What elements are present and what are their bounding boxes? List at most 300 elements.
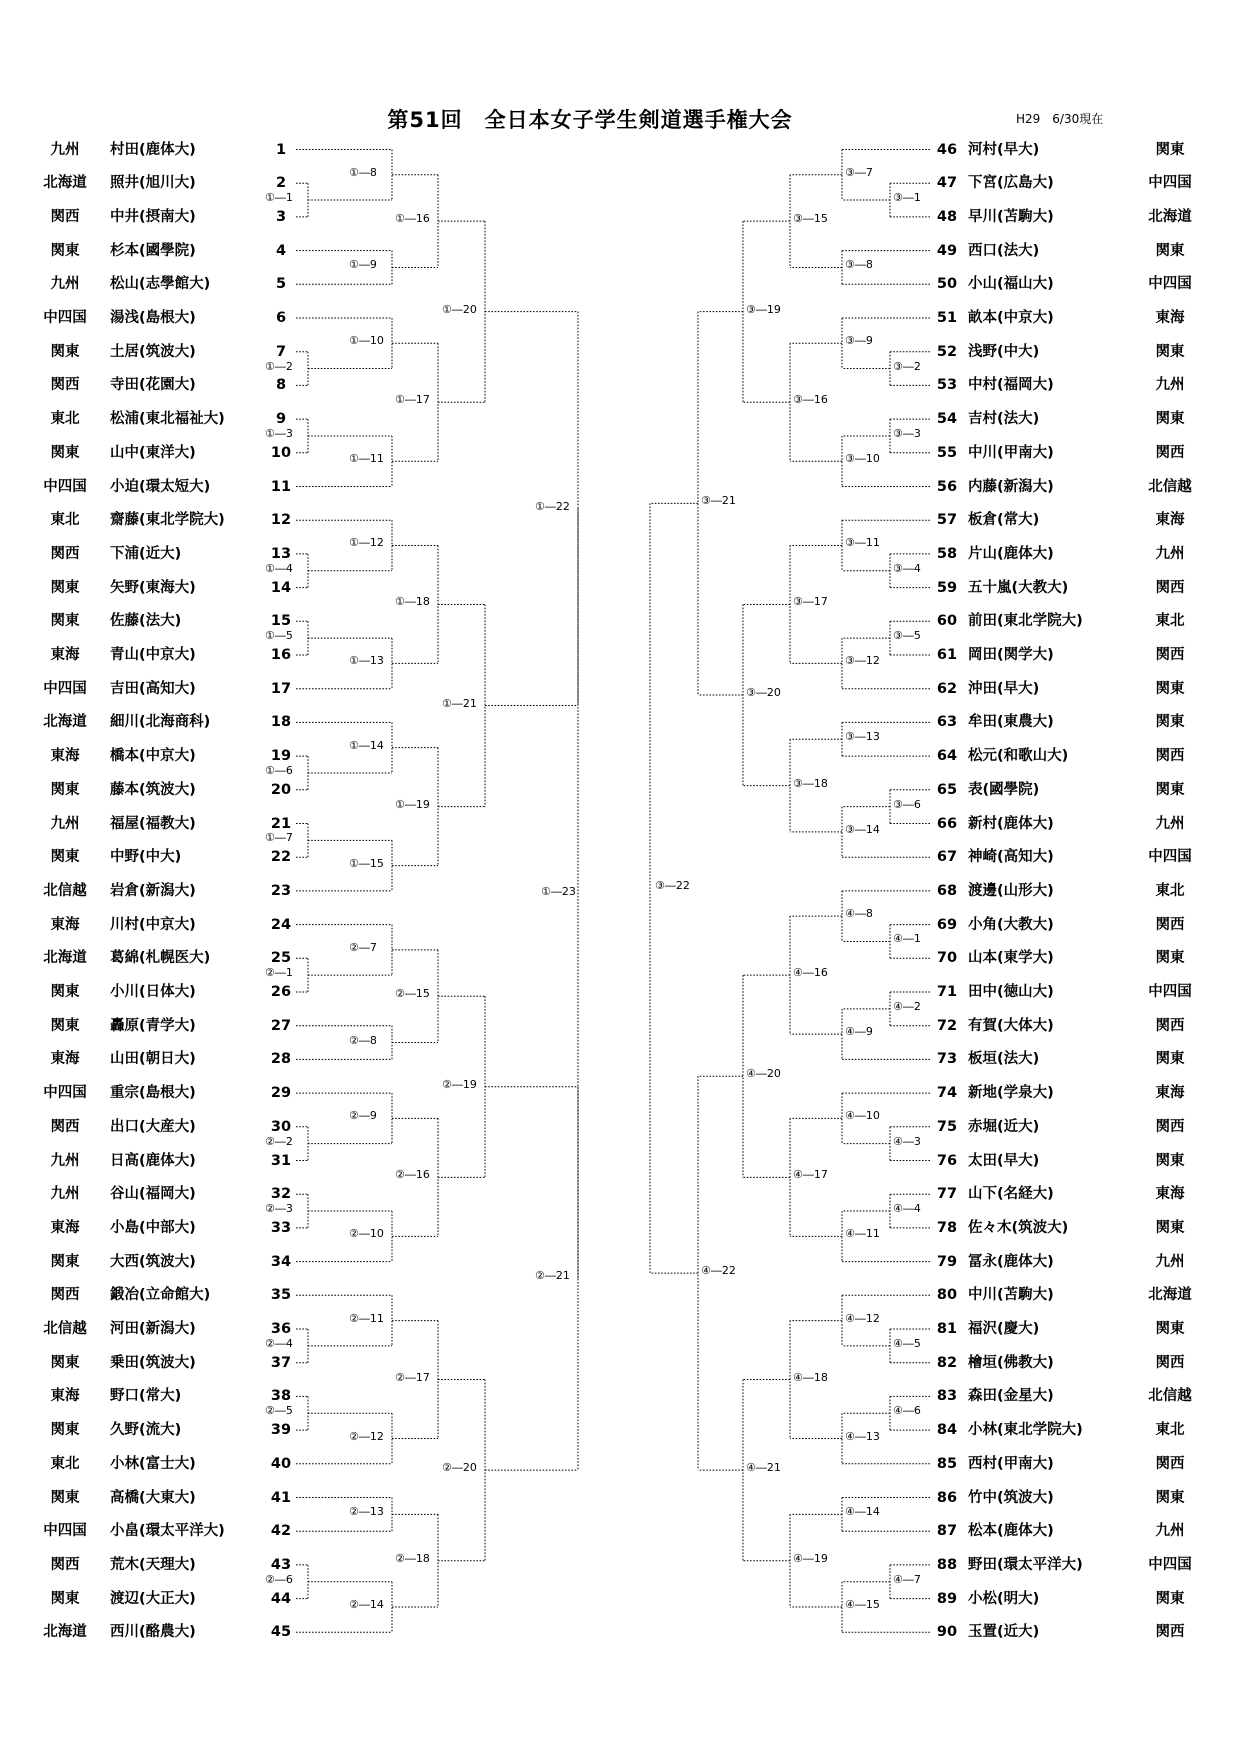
bout-label: ③―16 xyxy=(793,393,828,407)
player-region: 関西 xyxy=(1155,647,1185,663)
bout-label: ③―14 xyxy=(845,822,880,836)
player-name: 中村(福岡大) xyxy=(968,377,1054,394)
bout-label: ③―11 xyxy=(845,536,880,550)
player-name: 松浦(東北福祉大) xyxy=(110,411,225,428)
player-name: 中川(苫駒大) xyxy=(968,1287,1054,1304)
player-name: 鍛冶(立命館大) xyxy=(110,1287,211,1304)
player-name: 板倉(常大) xyxy=(968,512,1040,529)
player-region: 関東 xyxy=(1155,1321,1185,1337)
player-name: 下宮(広島大) xyxy=(968,175,1054,192)
player-name: 青山(中京大) xyxy=(110,647,196,663)
player-name: 竹中(筑波大) xyxy=(968,1489,1054,1506)
player-name: 乗田(筑波大) xyxy=(110,1354,196,1371)
player-region: 関西 xyxy=(50,377,80,394)
player-name: 小畠(環太平洋大) xyxy=(110,1523,225,1540)
bout-label: ③―1 xyxy=(893,191,921,205)
bout-label: ④―6 xyxy=(893,1404,921,1418)
bout-label: ②―13 xyxy=(349,1505,384,1519)
player-name: 小島(中部大) xyxy=(110,1219,196,1236)
bout-label: ④―16 xyxy=(793,966,828,980)
date-note: H29 6/30現在 xyxy=(1016,112,1104,126)
player-region: 東海 xyxy=(50,1051,80,1068)
player-name: 渡邊(山形大) xyxy=(968,882,1054,899)
player-name: 内藤(新潟大) xyxy=(968,478,1054,495)
player-name: 齋藤(東北学院大) xyxy=(110,512,225,529)
player-name: 山中(東洋大) xyxy=(110,444,196,461)
player-name: 西川(酪農大) xyxy=(110,1624,196,1641)
player-number: 40 xyxy=(270,1455,292,1472)
bout-label: ①―13 xyxy=(349,654,384,668)
bout-label: ②―3 xyxy=(265,1202,293,1216)
player-number: 57 xyxy=(936,512,958,529)
player-number: 39 xyxy=(270,1422,292,1439)
bout-label: ①―17 xyxy=(395,393,430,407)
player-region: 九州 xyxy=(50,1186,80,1203)
player-region: 九州 xyxy=(50,815,80,832)
player-number: 49 xyxy=(936,242,958,259)
player-name: 中井(摂南大) xyxy=(110,208,196,225)
player-region: 関東 xyxy=(50,1590,80,1607)
bout-label: ④―15 xyxy=(845,1598,880,1612)
bout-label: ①―10 xyxy=(349,334,384,348)
player-number: 1 xyxy=(275,141,287,158)
player-name: 寺田(花園大) xyxy=(110,377,196,394)
bout-label: ①―2 xyxy=(265,359,293,373)
bout-label: ③―13 xyxy=(845,730,880,744)
bout-label: ②―9 xyxy=(349,1109,377,1123)
player-name: 西口(法大) xyxy=(968,242,1040,259)
player-region: 関東 xyxy=(1155,714,1185,731)
player-region: 東海 xyxy=(50,1219,80,1236)
bout-label: ④―20 xyxy=(746,1067,781,1081)
player-name: 浅野(中大) xyxy=(968,343,1040,360)
player-name: 片山(鹿体大) xyxy=(968,545,1054,562)
player-name: 松元(和歌山大) xyxy=(968,748,1069,765)
bout-label: ④―7 xyxy=(893,1572,921,1586)
player-name: 前田(東北学院大) xyxy=(968,613,1083,630)
bout-label: ①―22 xyxy=(535,499,570,513)
player-region: 北信越 xyxy=(1148,478,1192,495)
bout-label: ②―21 xyxy=(535,1269,570,1283)
player-name: 湯浅(島根大) xyxy=(110,310,196,326)
player-region: 東北 xyxy=(1155,1422,1185,1439)
player-number: 56 xyxy=(936,478,958,495)
bout-label: ①―5 xyxy=(265,629,293,643)
player-number: 74 xyxy=(936,1085,958,1102)
bout-label: ④―22 xyxy=(701,1264,736,1278)
player-number: 81 xyxy=(936,1321,958,1337)
bout-label: ③―12 xyxy=(845,654,880,668)
player-region: 関東 xyxy=(50,1354,80,1371)
player-number: 75 xyxy=(936,1118,958,1135)
player-region: 関東 xyxy=(50,1253,80,1270)
player-number: 67 xyxy=(936,849,958,866)
player-number: 70 xyxy=(936,950,958,967)
bout-label: ③―15 xyxy=(793,212,828,226)
player-number: 54 xyxy=(936,411,958,428)
player-region: 中四国 xyxy=(1148,849,1192,866)
bout-label: ②―10 xyxy=(349,1227,384,1241)
player-name: 表(國學院) xyxy=(968,781,1040,798)
player-name: 渡辺(大正大) xyxy=(110,1590,196,1607)
player-name: 吉田(高知大) xyxy=(110,680,196,697)
bout-label: ②―6 xyxy=(265,1572,293,1586)
player-number: 3 xyxy=(275,208,287,225)
player-region: 九州 xyxy=(1155,377,1185,394)
player-region: 関東 xyxy=(1155,141,1185,158)
player-number: 22 xyxy=(270,849,292,866)
player-region: 九州 xyxy=(1155,1523,1185,1540)
player-name: 中野(中大) xyxy=(110,849,182,866)
player-number: 52 xyxy=(936,343,958,360)
player-region: 中四国 xyxy=(1148,984,1192,1000)
player-region: 北海道 xyxy=(1148,208,1192,225)
player-number: 43 xyxy=(270,1556,292,1573)
player-name: 大西(筑波大) xyxy=(110,1253,196,1270)
bout-label: ④―1 xyxy=(893,932,921,946)
player-number: 46 xyxy=(936,141,958,158)
bout-label: ①―8 xyxy=(349,165,377,179)
player-number: 14 xyxy=(270,579,292,596)
player-name: 松本(鹿体大) xyxy=(968,1523,1054,1540)
bout-label: ①―20 xyxy=(442,302,477,316)
bout-label: ③―21 xyxy=(701,494,736,508)
player-number: 82 xyxy=(936,1354,958,1371)
player-number: 87 xyxy=(936,1523,958,1540)
player-name: 小迫(環太短大) xyxy=(110,478,211,495)
bout-label: ④―10 xyxy=(845,1109,880,1123)
player-region: 関東 xyxy=(50,781,80,798)
player-region: 東北 xyxy=(1155,882,1185,899)
player-number: 77 xyxy=(936,1186,958,1203)
player-name: 田中(徳山大) xyxy=(968,984,1054,1000)
player-region: 関東 xyxy=(1155,242,1185,259)
player-number: 30 xyxy=(270,1118,292,1135)
player-region: 中四国 xyxy=(43,1523,87,1540)
player-number: 6 xyxy=(275,310,287,326)
player-name: 新村(鹿体大) xyxy=(968,815,1054,832)
player-name: 矢野(東海大) xyxy=(110,579,196,596)
player-name: 玉置(近大) xyxy=(968,1624,1040,1641)
player-region: 九州 xyxy=(50,276,80,293)
player-region: 関西 xyxy=(1155,916,1185,933)
player-name: 葛綿(札幌医大) xyxy=(110,950,211,967)
player-region: 関東 xyxy=(50,613,80,630)
bout-label: ③―2 xyxy=(893,359,921,373)
player-region: 関西 xyxy=(1155,1624,1185,1641)
player-region: 東北 xyxy=(50,1455,80,1472)
player-region: 関東 xyxy=(50,849,80,866)
player-number: 28 xyxy=(270,1051,292,1068)
bout-label: ③―18 xyxy=(793,776,828,790)
player-number: 78 xyxy=(936,1219,958,1236)
player-region: 関東 xyxy=(1155,1152,1185,1169)
bout-label: ③―7 xyxy=(845,165,873,179)
player-number: 11 xyxy=(270,478,292,495)
player-name: 照井(旭川大) xyxy=(110,175,196,192)
bout-label: ②―2 xyxy=(265,1134,293,1148)
player-name: 佐々木(筑波大) xyxy=(968,1219,1069,1236)
player-number: 36 xyxy=(270,1321,292,1337)
player-region: 関東 xyxy=(50,1489,80,1506)
player-number: 62 xyxy=(936,680,958,697)
player-name: 山本(東学大) xyxy=(968,950,1054,967)
player-number: 9 xyxy=(275,411,287,428)
bout-label: ④―11 xyxy=(845,1227,880,1241)
bout-label: ①―4 xyxy=(265,561,293,575)
player-region: 東海 xyxy=(1155,1186,1185,1203)
player-region: 関西 xyxy=(1155,1118,1185,1135)
player-name: 小山(福山大) xyxy=(968,276,1054,293)
player-region: 九州 xyxy=(1155,545,1185,562)
player-number: 12 xyxy=(270,512,292,529)
bout-label: ②―4 xyxy=(265,1336,293,1350)
player-region: 東北 xyxy=(1155,613,1185,630)
bout-label: ④―19 xyxy=(793,1551,828,1565)
player-region: 関東 xyxy=(1155,1489,1185,1506)
player-region: 関東 xyxy=(50,242,80,259)
bout-label: ②―8 xyxy=(349,1033,377,1047)
player-region: 関西 xyxy=(50,545,80,562)
player-region: 北海道 xyxy=(1148,1287,1192,1304)
player-name: 荒木(天理大) xyxy=(110,1556,196,1573)
player-region: 中四国 xyxy=(1148,175,1192,192)
player-name: 村田(鹿体大) xyxy=(110,141,196,158)
bout-label: ②―20 xyxy=(442,1461,477,1475)
player-number: 31 xyxy=(270,1152,292,1169)
player-number: 66 xyxy=(936,815,958,832)
player-name: 西村(甲南大) xyxy=(968,1455,1054,1472)
player-region: 関東 xyxy=(1155,1051,1185,1068)
bout-label: ④―5 xyxy=(893,1336,921,1350)
player-number: 26 xyxy=(270,984,292,1000)
player-name: 岩倉(新潟大) xyxy=(110,882,196,899)
player-number: 86 xyxy=(936,1489,958,1506)
bout-label: ②―18 xyxy=(395,1551,430,1565)
player-name: 板垣(法大) xyxy=(968,1051,1040,1068)
player-number: 63 xyxy=(936,714,958,731)
player-region: 関東 xyxy=(1155,781,1185,798)
player-region: 東海 xyxy=(50,1388,80,1405)
player-region: 中四国 xyxy=(43,680,87,697)
player-name: 早川(苫駒大) xyxy=(968,208,1054,225)
player-number: 55 xyxy=(936,444,958,461)
player-name: 河村(早大) xyxy=(968,141,1040,158)
player-region: 関東 xyxy=(1155,343,1185,360)
player-region: 九州 xyxy=(50,141,80,158)
bout-label: ③―8 xyxy=(845,258,873,272)
player-name: 中川(甲南大) xyxy=(968,444,1054,461)
bout-label: ③―3 xyxy=(893,426,921,440)
player-region: 関西 xyxy=(1155,1354,1185,1371)
player-number: 18 xyxy=(270,714,292,731)
player-region: 関西 xyxy=(50,1556,80,1573)
bout-label: ②―19 xyxy=(442,1077,477,1091)
player-region: 東海 xyxy=(1155,310,1185,326)
player-number: 19 xyxy=(270,748,292,765)
player-number: 65 xyxy=(936,781,958,798)
player-number: 88 xyxy=(936,1556,958,1573)
player-region: 関西 xyxy=(1155,748,1185,765)
player-name: 細川(北海商科) xyxy=(110,714,211,731)
player-number: 64 xyxy=(936,748,958,765)
player-name: 牟田(東農大) xyxy=(968,714,1054,731)
player-number: 23 xyxy=(270,882,292,899)
player-name: 佐藤(法大) xyxy=(110,613,182,630)
bout-label: ③―20 xyxy=(746,686,781,700)
bout-label: ②―14 xyxy=(349,1598,384,1612)
player-region: 関東 xyxy=(50,343,80,360)
bout-label: ②―17 xyxy=(395,1370,430,1384)
bout-label: ④―12 xyxy=(845,1311,880,1325)
player-number: 84 xyxy=(936,1422,958,1439)
bout-label: ②―16 xyxy=(395,1168,430,1182)
player-name: 神崎(高知大) xyxy=(968,849,1054,866)
player-number: 5 xyxy=(275,276,287,293)
player-region: 関東 xyxy=(1155,411,1185,428)
bout-label: ①―19 xyxy=(395,797,430,811)
player-number: 29 xyxy=(270,1085,292,1102)
player-region: 関西 xyxy=(1155,1017,1185,1034)
bout-label: ①―7 xyxy=(265,831,293,845)
player-name: 赤堀(近大) xyxy=(968,1118,1040,1135)
player-name: 小林(東北学院大) xyxy=(968,1422,1083,1439)
bout-label: ③―19 xyxy=(746,302,781,316)
player-number: 45 xyxy=(270,1624,292,1641)
player-number: 24 xyxy=(270,916,292,933)
player-region: 中四国 xyxy=(43,310,87,326)
player-region: 中四国 xyxy=(43,1085,87,1102)
bout-label: ③―9 xyxy=(845,334,873,348)
player-name: 野口(常大) xyxy=(110,1388,182,1405)
player-region: 東海 xyxy=(50,916,80,933)
player-region: 九州 xyxy=(1155,1253,1185,1270)
player-name: 冨永(鹿体大) xyxy=(968,1253,1054,1270)
page-title: 第51回 全日本女子学生剣道選手権大会 xyxy=(387,108,793,132)
player-region: 関東 xyxy=(50,1422,80,1439)
bout-label: ②―12 xyxy=(349,1429,384,1443)
player-number: 58 xyxy=(936,545,958,562)
player-region: 中四国 xyxy=(43,478,87,495)
player-number: 42 xyxy=(270,1523,292,1540)
bout-label: ④―4 xyxy=(893,1202,921,1216)
player-region: 東海 xyxy=(1155,1085,1185,1102)
player-number: 69 xyxy=(936,916,958,933)
player-name: 吉村(法大) xyxy=(968,411,1040,428)
player-number: 53 xyxy=(936,377,958,394)
player-number: 13 xyxy=(270,545,292,562)
player-region: 関東 xyxy=(1155,680,1185,697)
player-number: 80 xyxy=(936,1287,958,1304)
player-region: 関東 xyxy=(1155,950,1185,967)
player-name: 山下(名経大) xyxy=(968,1186,1054,1203)
player-number: 89 xyxy=(936,1590,958,1607)
player-number: 34 xyxy=(270,1253,292,1270)
player-region: 九州 xyxy=(1155,815,1185,832)
player-number: 50 xyxy=(936,276,958,293)
player-region: 関東 xyxy=(1155,1590,1185,1607)
player-number: 47 xyxy=(936,175,958,192)
player-number: 60 xyxy=(936,613,958,630)
player-name: 森田(金星大) xyxy=(968,1388,1054,1405)
player-region: 関東 xyxy=(50,444,80,461)
player-name: 太田(早大) xyxy=(968,1152,1040,1169)
player-name: 杉本(國學院) xyxy=(110,242,196,259)
bout-label: ②―11 xyxy=(349,1311,384,1325)
player-name: 久野(流大) xyxy=(110,1422,182,1439)
player-number: 76 xyxy=(936,1152,958,1169)
player-number: 35 xyxy=(270,1287,292,1304)
player-number: 44 xyxy=(270,1590,292,1607)
player-number: 2 xyxy=(275,175,287,192)
player-number: 61 xyxy=(936,647,958,663)
player-name: 重宗(島根大) xyxy=(110,1085,196,1102)
player-name: 小川(日体大) xyxy=(110,984,196,1000)
bout-label: ①―3 xyxy=(265,426,293,440)
bout-label: ③―17 xyxy=(793,595,828,609)
player-region: 北海道 xyxy=(43,1624,87,1641)
bout-label: ①―14 xyxy=(349,738,384,752)
player-region: 中四国 xyxy=(1148,276,1192,293)
bout-label: ②―5 xyxy=(265,1404,293,1418)
player-number: 33 xyxy=(270,1219,292,1236)
bout-label: ④―9 xyxy=(845,1025,873,1039)
player-name: 五十嵐(大教大) xyxy=(968,579,1069,596)
player-number: 90 xyxy=(936,1624,958,1641)
player-region: 中四国 xyxy=(1148,1556,1192,1573)
player-name: 福屋(福教大) xyxy=(110,815,196,832)
player-region: 関西 xyxy=(50,208,80,225)
player-name: 有賀(大体大) xyxy=(968,1017,1054,1034)
player-number: 73 xyxy=(936,1051,958,1068)
bout-label: ③―4 xyxy=(893,561,921,575)
player-region: 関西 xyxy=(50,1118,80,1135)
player-number: 59 xyxy=(936,579,958,596)
player-number: 15 xyxy=(270,613,292,630)
player-region: 関東 xyxy=(50,1017,80,1034)
bout-label: ②―15 xyxy=(395,987,430,1001)
player-region: 北信越 xyxy=(43,1321,87,1337)
bout-label: ④―2 xyxy=(893,999,921,1013)
player-number: 68 xyxy=(936,882,958,899)
bout-label: ④―14 xyxy=(845,1505,880,1519)
player-number: 71 xyxy=(936,984,958,1000)
bout-label: ③―5 xyxy=(893,629,921,643)
player-name: 橋本(中京大) xyxy=(110,748,196,765)
bout-label: ①―11 xyxy=(349,452,384,466)
player-number: 8 xyxy=(275,377,287,394)
bout-label: ②―7 xyxy=(349,940,377,954)
player-name: 土居(筑波大) xyxy=(110,343,196,360)
player-region: 北信越 xyxy=(1148,1388,1192,1405)
player-region: 関西 xyxy=(1155,579,1185,596)
player-number: 7 xyxy=(275,343,287,360)
player-region: 関東 xyxy=(1155,1219,1185,1236)
bout-label: ④―17 xyxy=(793,1168,828,1182)
player-name: 山田(朝日大) xyxy=(110,1051,196,1068)
player-region: 北海道 xyxy=(43,175,87,192)
player-region: 関東 xyxy=(50,579,80,596)
player-region: 東北 xyxy=(50,411,80,428)
player-region: 関西 xyxy=(1155,444,1185,461)
bout-label: ①―6 xyxy=(265,763,293,777)
player-region: 東海 xyxy=(50,647,80,663)
player-region: 東北 xyxy=(50,512,80,529)
player-number: 48 xyxy=(936,208,958,225)
player-number: 16 xyxy=(270,647,292,663)
player-number: 20 xyxy=(270,781,292,798)
player-name: 小林(富士大) xyxy=(110,1455,196,1472)
